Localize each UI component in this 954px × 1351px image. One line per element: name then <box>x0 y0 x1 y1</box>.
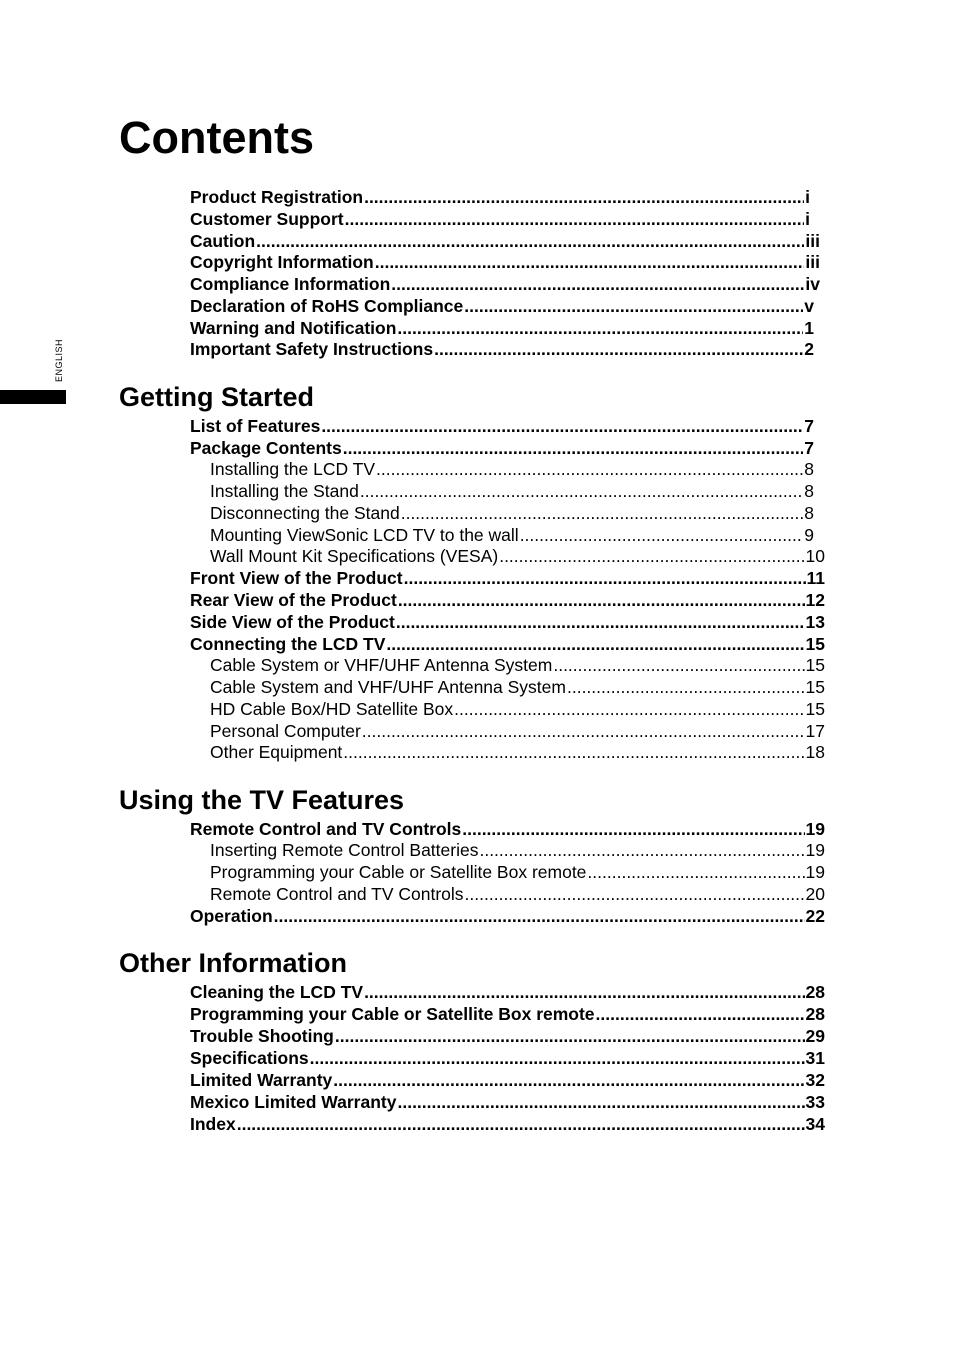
toc-entry[interactable]: Limited Warranty ..... 32 <box>190 1069 825 1091</box>
toc-subentry[interactable]: Wall Mount Kit Specifications (VESA) ..... 10 <box>210 545 825 567</box>
toc-subentry[interactable]: Remote Control and TV Controls ..... 20 <box>210 883 825 905</box>
toc-entry[interactable]: Front View of the Product ..... 11 <box>190 567 825 589</box>
toc-entry[interactable]: Compliance Information ..... iv <box>190 273 820 295</box>
toc-subentry[interactable]: Installing the LCD TV ..... 8 <box>210 458 814 480</box>
toc-subentry[interactable]: Installing the Stand ..... 8 <box>210 480 814 502</box>
toc-entry[interactable]: Remote Control and TV Controls ..... 19 <box>190 818 825 840</box>
section-heading: Using the TV Features <box>119 785 405 815</box>
toc-entry[interactable]: List of Features ..... 7 <box>190 415 814 437</box>
toc-entry[interactable]: Copyright Information ..... iii <box>190 251 820 273</box>
page-title: Contents <box>119 112 314 163</box>
toc-subentry[interactable]: Disconnecting the Stand ..... 8 <box>210 502 814 524</box>
toc-subentry[interactable]: Cable System or VHF/UHF Antenna System ..... 15 <box>210 654 825 676</box>
toc-entry[interactable]: Index ..... 34 <box>190 1113 825 1135</box>
toc-entry[interactable]: Operation ..... 22 <box>190 905 825 927</box>
toc-subentry[interactable]: Programming your Cable or Satellite Box remote ..... 19 <box>210 861 825 883</box>
toc-entry[interactable]: Side View of the Product ..... 13 <box>190 611 825 633</box>
toc-entry[interactable]: Important Safety Instructions ..... 2 <box>190 338 814 360</box>
section-heading: Getting Started <box>119 382 315 412</box>
toc-entry[interactable]: Declaration of RoHS Compliance ..... v <box>190 295 814 317</box>
toc-entry[interactable]: Connecting the LCD TV ..... 15 <box>190 633 825 655</box>
toc-subentry[interactable]: Cable System and VHF/UHF Antenna System ..... 15 <box>210 676 825 698</box>
toc-entry[interactable]: Cleaning the LCD TV ..... 28 <box>190 981 825 1003</box>
toc-entry[interactable]: Product Registration ..... i <box>190 186 810 208</box>
toc-entry[interactable]: Customer Support ..... i <box>190 208 810 230</box>
toc-entry[interactable]: Package Contents ..... 7 <box>190 437 814 459</box>
section-heading: Other Information <box>119 948 347 978</box>
toc-entry[interactable]: Caution ..... iii <box>190 230 820 252</box>
toc-entry[interactable]: Rear View of the Product ..... 12 <box>190 589 825 611</box>
toc-entry[interactable]: Trouble Shooting ..... 29 <box>190 1025 825 1047</box>
side-language-label: ENGLISH <box>54 338 64 382</box>
toc-subentry[interactable]: Personal Computer ..... 17 <box>210 720 825 742</box>
side-tab-bar <box>0 390 66 404</box>
toc-entry[interactable]: Mexico Limited Warranty ..... 33 <box>190 1091 825 1113</box>
toc-subentry[interactable]: HD Cable Box/HD Satellite Box ..... 15 <box>210 698 825 720</box>
toc-subentry[interactable]: Inserting Remote Control Batteries ..... 19 <box>210 839 825 861</box>
toc-subentry[interactable]: Mounting ViewSonic LCD TV to the wall ..... 9 <box>210 524 814 546</box>
toc-entry[interactable]: Programming your Cable or Satellite Box remote ..... 28 <box>190 1003 825 1025</box>
toc-entry[interactable]: Warning and Notification ..... 1 <box>190 317 814 339</box>
toc-subentry[interactable]: Other Equipment ..... 18 <box>210 741 825 763</box>
toc-entry[interactable]: Specifications ..... 31 <box>190 1047 825 1069</box>
